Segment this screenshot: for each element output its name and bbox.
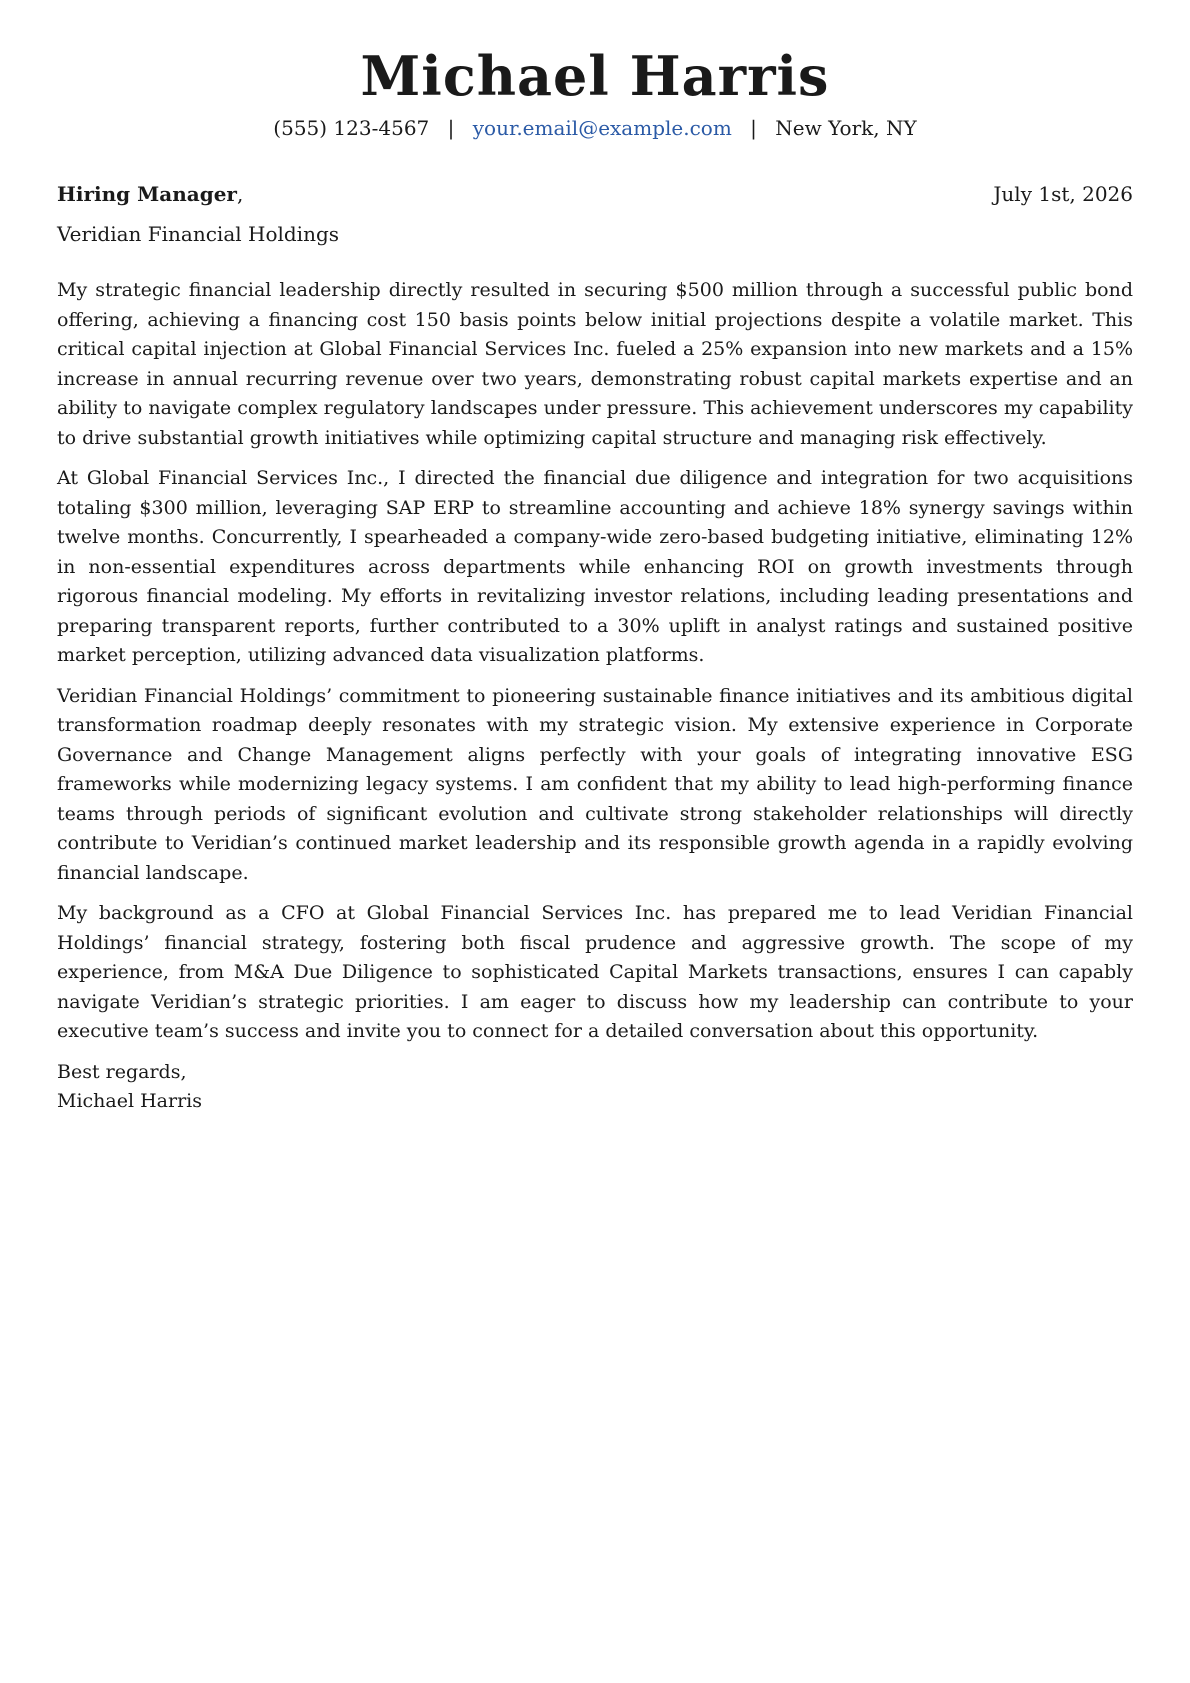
signoff: Best regards, xyxy=(57,1060,187,1083)
letter-body xyxy=(57,276,1133,1047)
salutation xyxy=(57,180,243,208)
letter-header xyxy=(57,0,1133,142)
email-link[interactable]: your.email@example.com xyxy=(472,116,732,140)
signature-name: Michael Harris xyxy=(57,1090,202,1112)
letter-date: July 1st, 2026 xyxy=(993,182,1133,206)
salutation-name: Hiring Manager xyxy=(57,182,237,206)
body-paragraph: My strategic financial leadership directly resulted in securing $500 million through a successful public bond offering, achieving a financing cost 150 basis points below initial projections despite a volatile market. This critical capital injection at Global Financial Services Inc. fueled a 25% expansion into new markets and a 15% increase in annual recurring revenue over two years, demonstrating robust capital markets expertise and an ability to navigate complex regulatory landscapes under pressure. This achievement underscores my capability to drive substantial growth initiatives while optimizing capital structure and managing risk effectively. xyxy=(57,279,1133,449)
location: New York, NY xyxy=(775,116,917,140)
recipient-block xyxy=(57,180,1133,248)
contact-line xyxy=(57,114,1133,142)
contact-separator: | xyxy=(447,116,455,140)
salutation-comma: , xyxy=(236,182,244,206)
body-paragraph: My background as a CFO at Global Financial Services Inc. has prepared me to lead Veridian Financial Holdings’ financial strategy, fostering both fiscal prudence and aggressive growth. The scope of my experience, from M&A Due Diligence to sophisticated Capital Markets transactions, ensures I can capably navigate Veridian’s strategic priorities. I am eager to discuss how my leadership can contribute to your executive team’s success and invite you to connect for a detailed conversation about this opportunity. xyxy=(57,902,1133,1042)
letter-closing xyxy=(57,1058,1133,1117)
applicant-name: Michael Harris xyxy=(360,44,830,108)
recipient-company: Veridian Financial Holdings xyxy=(57,222,340,246)
body-paragraph: Veridian Financial Holdings’ commitment to pioneering sustainable finance initiatives and its ambitious digital transformation roadmap deeply resonates with my strategic vision. My extensive experience in Corporate Governance and Change Management aligns perfectly with your goals of integrating innovative ESG frameworks while modernizing legacy systems. I am confident that my ability to lead high-performing finance teams through periods of significant evolution and cultivate strong stakeholder relationships will directly contribute to Veridian’s continued market leadership and its responsible growth agenda in a rapidly evolving financial landscape. xyxy=(57,684,1133,884)
phone-number: (555) 123-4567 xyxy=(273,116,430,140)
salutation-date-row xyxy=(57,180,1133,208)
contact-separator: | xyxy=(750,116,757,140)
body-paragraph: At Global Financial Services Inc., I directed the financial due diligence and integration for two acquisitions totaling $300 million, leveraging SAP ERP to streamline accounting and achieve 18% synergy savings within twelve months. Concurrently, I spearheaded a company-wide zero-based budgeting initiative, eliminating 12% in non-essential expenditures across departments while enhancing ROI on growth investments through rigorous financial modeling. My efforts in revitalizing investor relations, including leading presentations and preparing transparent reports, further contributed to a 30% uplift in analyst ratings and sustained positive market perception, utilizing advanced data visualization platforms. xyxy=(57,467,1133,666)
